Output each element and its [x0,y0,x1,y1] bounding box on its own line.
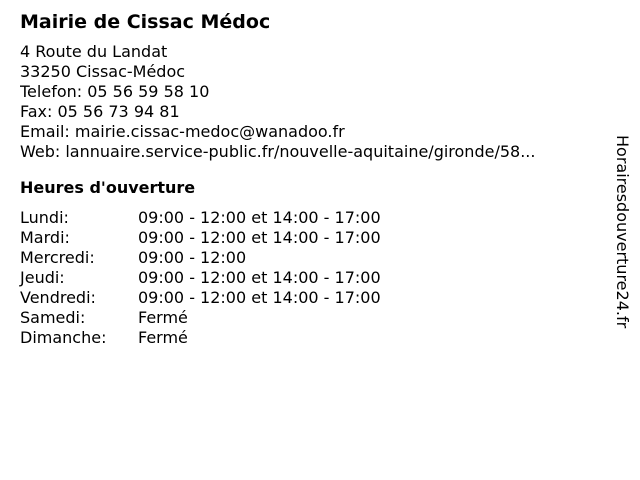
hours-heading: Heures d'ouverture [20,178,196,197]
day-label: Mercredi: [20,248,95,267]
hours-row-sunday [20,328,600,348]
email-line: Email: mairie.cissac-medoc@wanadoo.fr [20,122,345,141]
hours-table [20,208,600,348]
day-label: Mardi: [20,228,70,247]
phone-line: Telefon: 05 56 59 58 10 [20,82,210,101]
day-label: Jeudi: [20,268,65,287]
fax-line: Fax: 05 56 73 94 81 [20,102,180,121]
time-value: 09:00 - 12:00 et 14:00 - 17:00 [138,288,381,307]
time-value: 09:00 - 12:00 et 14:00 - 17:00 [138,228,381,247]
hours-row-monday [20,208,600,228]
hours-row-thursday [20,268,600,288]
site-watermark: Horairesdouverture24.fr [613,135,632,329]
address-street: 4 Route du Landat [20,42,168,61]
address-block [20,42,600,162]
hours-row-friday [20,288,600,308]
hours-row-wednesday [20,248,600,268]
day-label: Vendredi: [20,288,96,307]
time-value: 09:00 - 12:00 et 14:00 - 17:00 [138,268,381,287]
day-label: Dimanche: [20,328,107,347]
hours-row-saturday [20,308,600,328]
web-line: Web: lannuaire.service-public.fr/nouvelle-aquitaine/gironde/58... [20,142,536,161]
office-card [20,10,600,348]
time-value: Fermé [138,308,188,327]
hours-row-tuesday [20,228,600,248]
day-label: Samedi: [20,308,86,327]
time-value: 09:00 - 12:00 [138,248,247,267]
day-label: Lundi: [20,208,69,227]
address-city: 33250 Cissac-Médoc [20,62,186,81]
time-value: 09:00 - 12:00 et 14:00 - 17:00 [138,208,381,227]
time-value: Fermé [138,328,188,347]
page-title: Mairie de Cissac Médoc [20,11,271,33]
